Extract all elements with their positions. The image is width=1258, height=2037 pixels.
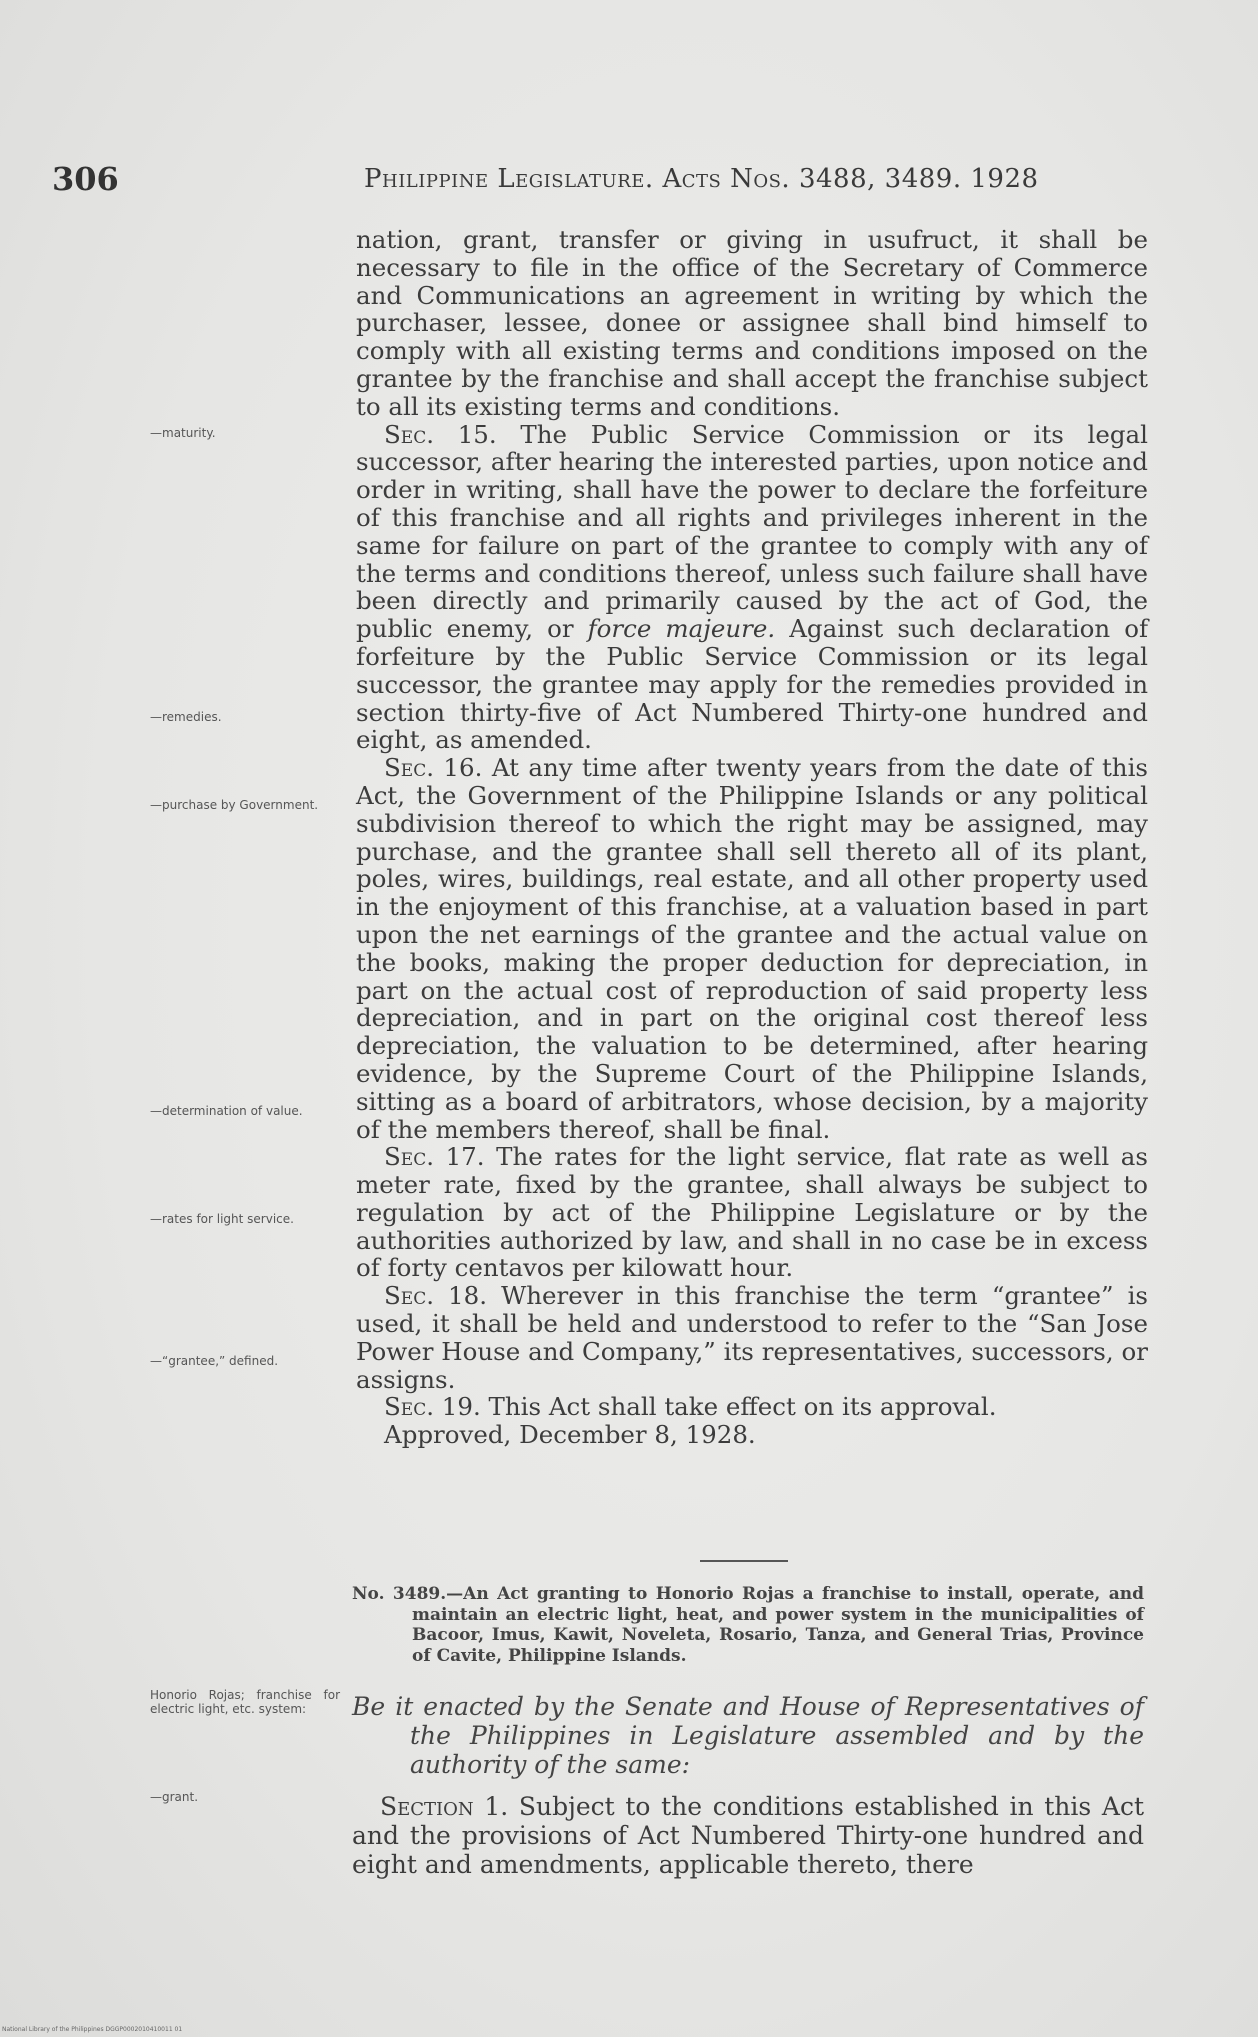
section-19 — [356, 1393, 1148, 1421]
section-1-label: Section 1. — [380, 1792, 509, 1821]
margin-note-honorio-rojas: Honorio Rojas; franchise for electric light, etc. system: — [150, 1688, 340, 1716]
section-17 — [356, 1143, 1148, 1282]
section-15-label: Sec. 15. — [384, 419, 497, 449]
section-15-force-majeure: force majeure. — [587, 614, 776, 644]
margin-note-grantee: —“grantee,” defined. — [150, 1354, 279, 1368]
margin-note-maturity: —maturity. — [150, 426, 216, 440]
section-16-label: Sec. 16. — [384, 753, 483, 783]
section-1-text: Subject to the conditions established in this Act and the provisions of Act Numbered Thirty-one hundred and eight and amendments, applicable thereto, there — [352, 1792, 1144, 1879]
section-19-text: This Act shall take effect on its approval. — [480, 1392, 997, 1422]
page-number: 306 — [52, 160, 119, 198]
section-18 — [356, 1282, 1148, 1393]
section-18-label: Sec. 18. — [384, 1281, 488, 1311]
margin-note-grant: —grant. — [150, 1790, 199, 1804]
enacting-clause: Be it enacted by the Senate and House of Representatives of the Philippines in Legislature assembled and by the authority of the same: — [352, 1692, 1144, 1779]
page-header — [52, 160, 1150, 200]
section-16-text: At any time after twenty years from the date of this Act, the Government of the Philippine Islands or any political subdivision thereof to which the right may be assigned, may purchase, and the grantee shall sell thereto all of its plant, poles, wires, buildings, real estate, and all other property used in the enjoyment of this franchise, at a valuation based in part upon the net earnings of the grantee and the actual value on the books, making the proper deduction for depreciation, in part on the actual cost of reproduction of said property less depreciation, and in part on the original cost thereof less depreciation, the valuation to be determined, after hearing evidence, by the Supreme Court of the Philippine Islands, sitting as a board of arbitrators, whose decision, by a majority of the members thereof, shall be final. — [356, 753, 1148, 1144]
scan-credit: National Library of the Philippines DGGP0002010410011 01 — [2, 2026, 183, 2033]
section-15 — [356, 421, 1148, 755]
act-3489-title: No. 3489.—An Act granting to Honorio Rojas a franchise to install, operate, and maintain an electric light, heat, and power system in the municipalities of Bacoor, Imus, Kawit, Noveleta, Rosario, Tanza, and General Trias, Province of Cavite, Philippine Islands. — [352, 1584, 1144, 1666]
section-15-text-a: The Public Service Commission or its legal successor, after hearing the interested parties, upon notice and order in writing, shall have the power to declare the forfeiture of this franchise and all rights and privileges inherent in the same for failure on part of the grantee to comply with any of the terms and conditions thereof, unless such failure shall have been directly and primarily caused by the act of God, the public enemy, or — [356, 419, 1148, 644]
margin-note-determination: —determination of value. — [150, 1104, 303, 1118]
act-3489-section-1 — [352, 1792, 1144, 1879]
section-19-label: Sec. 19. — [384, 1392, 481, 1422]
approval-date: Approved, December 8, 1928. — [384, 1420, 756, 1450]
section-18-text: Wherever in this franchise the term “grantee” is used, it shall be held and understood to refer to the “San Jose Power House and Company,” its representatives, successors, or assigns. — [356, 1281, 1148, 1394]
section-17-text: The rates for the light service, flat rate as well as meter rate, fixed by the grantee, shall always be subject to regulation by act of the Philippine Legislature or by the authorities authorized by law, and shall in no case be in excess of forty centavos per kilowatt hour. — [356, 1142, 1148, 1283]
running-head: Philippine Legislature. Acts Nos. 3488, 3489. 1928 — [364, 164, 1039, 194]
section-17-label: Sec. 17. — [384, 1142, 485, 1172]
margin-note-purchase: —purchase by Government. — [150, 798, 319, 812]
margin-note-remedies: —remedies. — [150, 710, 222, 724]
section-15-text-b: Against such declaration of forfeiture by the Public Service Commission or its legal successor, the grantee may apply for the remedies provided in section thirty-five of Act Numbered Thirty-one hundred and eight, as amended. — [356, 614, 1149, 755]
margin-note-rates: —rates for light service. — [150, 1212, 294, 1226]
body-text — [356, 226, 1148, 1449]
paragraph-continuation: nation, grant, transfer or giving in usufruct, it shall be necessary to file in the office of the Secretary of Commerce and Communications an agreement in writing by which the purchaser, lessee, donee or assignee shall bind himself to comply with all existing terms and conditions imposed on the grantee by the franchise and shall accept the franchise subject to all its existing terms and conditions. — [356, 225, 1148, 421]
section-16 — [356, 754, 1148, 1143]
section-divider — [700, 1560, 788, 1562]
